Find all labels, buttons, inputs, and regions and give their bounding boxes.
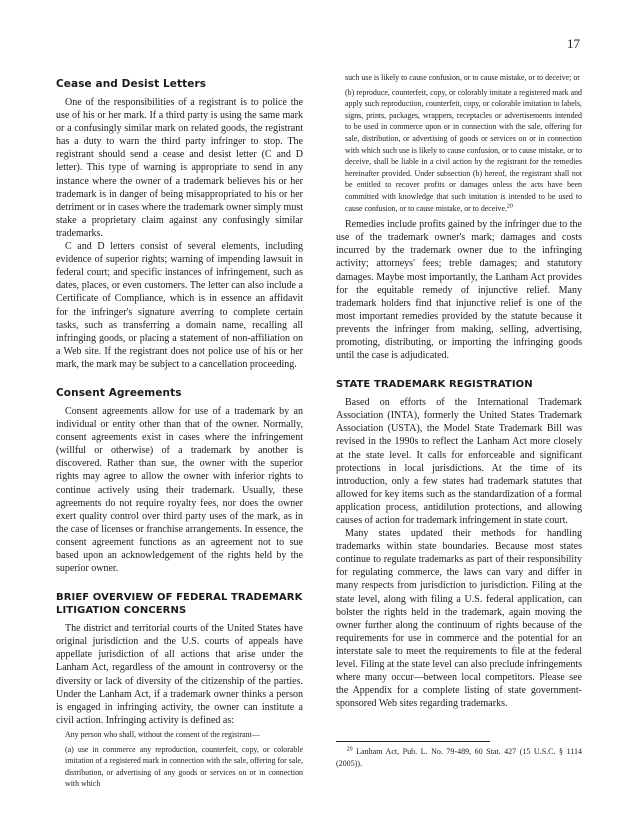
quote-paragraph: (b) reproduce, counterfeit, copy, or colorably imitate a registered mark and apply such reproduction, counterfeit, copy, or colorable imitation to labels, signs, prints, packages, wrappers, receptacles or advertisements intended to be used in commerce upon or in connection with the sale, offering for sale, distribution, or advertising of goods or services on or in connection with which such use is likely to cause confusion, or to cause mistake, or to deceive, shall be liable in a civil action by the registrant for the remedies hereinafter provided. Under subsection (b) hereof, the registrant shall not be entitled to recover profits or damages unless the acts have been committed with knowledge that such imitation is intended to be used to cause confusion, or to cause mistake, or to deceive.$^{20}$ <box>345 87 582 213</box>
footnote-divider <box>336 741 490 742</box>
quote-paragraph: such use is likely to cause confusion, or to cause mistake, or to deceive; or <box>345 73 580 82</box>
paragraph: The district and territorial courts of the United States have original jurisdiction and the U.S. courts of appeals have appellate jurisdiction of all actions that arise under the Lanham Act, regardless of the amount in controversy or the diversity or lack of diversity of the citizenship of the parties. Under the Lanham Act, if a trademark owner thinks a person is engaged in infringing activity, the owner can institute a civil action. Infringing activity is defined as: <box>56 623 303 726</box>
footnote-ref[interactable]: 20 <box>506 202 513 209</box>
block-quote <box>345 72 582 214</box>
footnote-number: 20 <box>346 746 353 753</box>
heading-federal-litigation: BRIEF OVERVIEW OF FEDERAL TRADEMARK LITIGATION CONCERNS <box>56 592 303 617</box>
footnote: $^{20}$ Lanham Act, Pub. L. No. 79-489, 60 Stat. 427 (15 U.S.C. § 1114 (2005)). <box>336 746 583 768</box>
paragraph: Consent agreements allow for use of a trademark by an individual or entity other than that of the owner. Normally, consent agreements exist in cases where the infringement (willful or otherwise) of a trademark by another is discovered. Rather than sue, the owner with the superior rights may agree to allow the owner with inferior rights to continue actively using their trademark. Usually, these agreements do not require royalty fees, nor does the owner exert quality control over third party uses of the mark, as in the case of licenses or franchise arrangements. In essence, the consent agreement functions as an agreement not to sue based upon an acknowledgement of the rights held by the superior owner. <box>56 405 303 575</box>
page-number: 17 <box>567 36 580 51</box>
paragraph: C and D letters consist of several elements, including evidence of superior rights; warning of impending lawsuit in federal court; and specific instances of infringement, such as dates, places, or even customers. The letter can also include a Certificate of Compliance, which is in essence an affidavit for the infringer's signature averring to complete certain tasks, such as transferring a domain name, recalling all infringing goods, or placing a statement of non-affiliation on a Web site. If the registrant does not police use of his or her mark, the mark may be subject to a cancellation proceeding. <box>56 241 303 370</box>
quote-paragraph: Any person who shall, without the consent of the registrant— <box>65 729 260 739</box>
paragraph: Many states updated their methods for handling trademarks within state boundaries. Because most states continue to regulate trademarks as part of their responsibility for regulating commerce, the laws can vary and differ in many respects from jurisdiction to jurisdiction. Filing at the state level, along with filing a U.S. federal application, can bolster the rights held in the trademark, again moving the owner further along the continuum of rights because of the requirements for use in commerce and the potential for an interstate sale to meet the requirements to file at the federal level. Filing at the state level can also preclude infringements where many occur—between local competitors. Please see the Appendix for a complete listing of state government-sponsored Web sites regarding trademarks. <box>336 528 582 710</box>
block-quote <box>65 729 303 790</box>
paragraph: Based on efforts of the International Trademark Association (INTA), formerly the United States Trademark Association (USTA), the Model State Trademark Bill was revised in the 1990s to reflect the Lanham Act more closely at the state level. It calls for enforceable and significant protections in local jurisdictions. At the time of its introduction, only a few states had trademark statutes that allowed for key items such as the standardization of a formal application process, antidilution protections, and allowing causes of action for trademark infringement in state court. <box>336 397 582 526</box>
heading-consent-agreements: Consent Agreements <box>56 386 182 399</box>
quote-paragraph: (a) use in commerce any reproduction, counterfeit, copy, or colorable imitation of a registered mark in connection with the sale, offering for sale, distribution, or advertising of any goods or services on or in connection with which <box>65 744 303 789</box>
heading-state-registration: STATE TRADEMARK REGISTRATION <box>336 379 533 391</box>
paragraph: Remedies include profits gained by the infringer due to the use of the trademark owner's mark; damages and costs incurred by the trademark owner due to the infringing activity; attorneys' fees; treble damages; and statutory damages. Maybe most importantly, the Lanham Act provides for the equitable remedy of injunctive relief. Many trademark holders find that injunctive relief is one of the most important remedies provided by the statute because it prevents the infringer from making, selling, advertising, promoting, distributing, or importing the infringing goods until the case is adjudicated. <box>336 219 582 362</box>
left-column <box>56 72 303 793</box>
paragraph: One of the responsibilities of a registrant is to police the use of his or her mark. If a third party is using the same mark or a confusingly similar mark on related goods, the registrant has a duty to warn the third party infringer to stop. The registrant should send a cease and desist letter (C and D letter). This type of warning is appropriate to send in any instance where the owner of a trademark believes his or her trademark is in danger of being misappropriated to his or her detriment or in cases where the trademark owner simply must stake a proprietary claim against any confusingly similar trademarks. <box>56 97 303 239</box>
heading-cease-desist: Cease and Desist Letters <box>56 78 207 90</box>
right-column <box>336 72 582 710</box>
